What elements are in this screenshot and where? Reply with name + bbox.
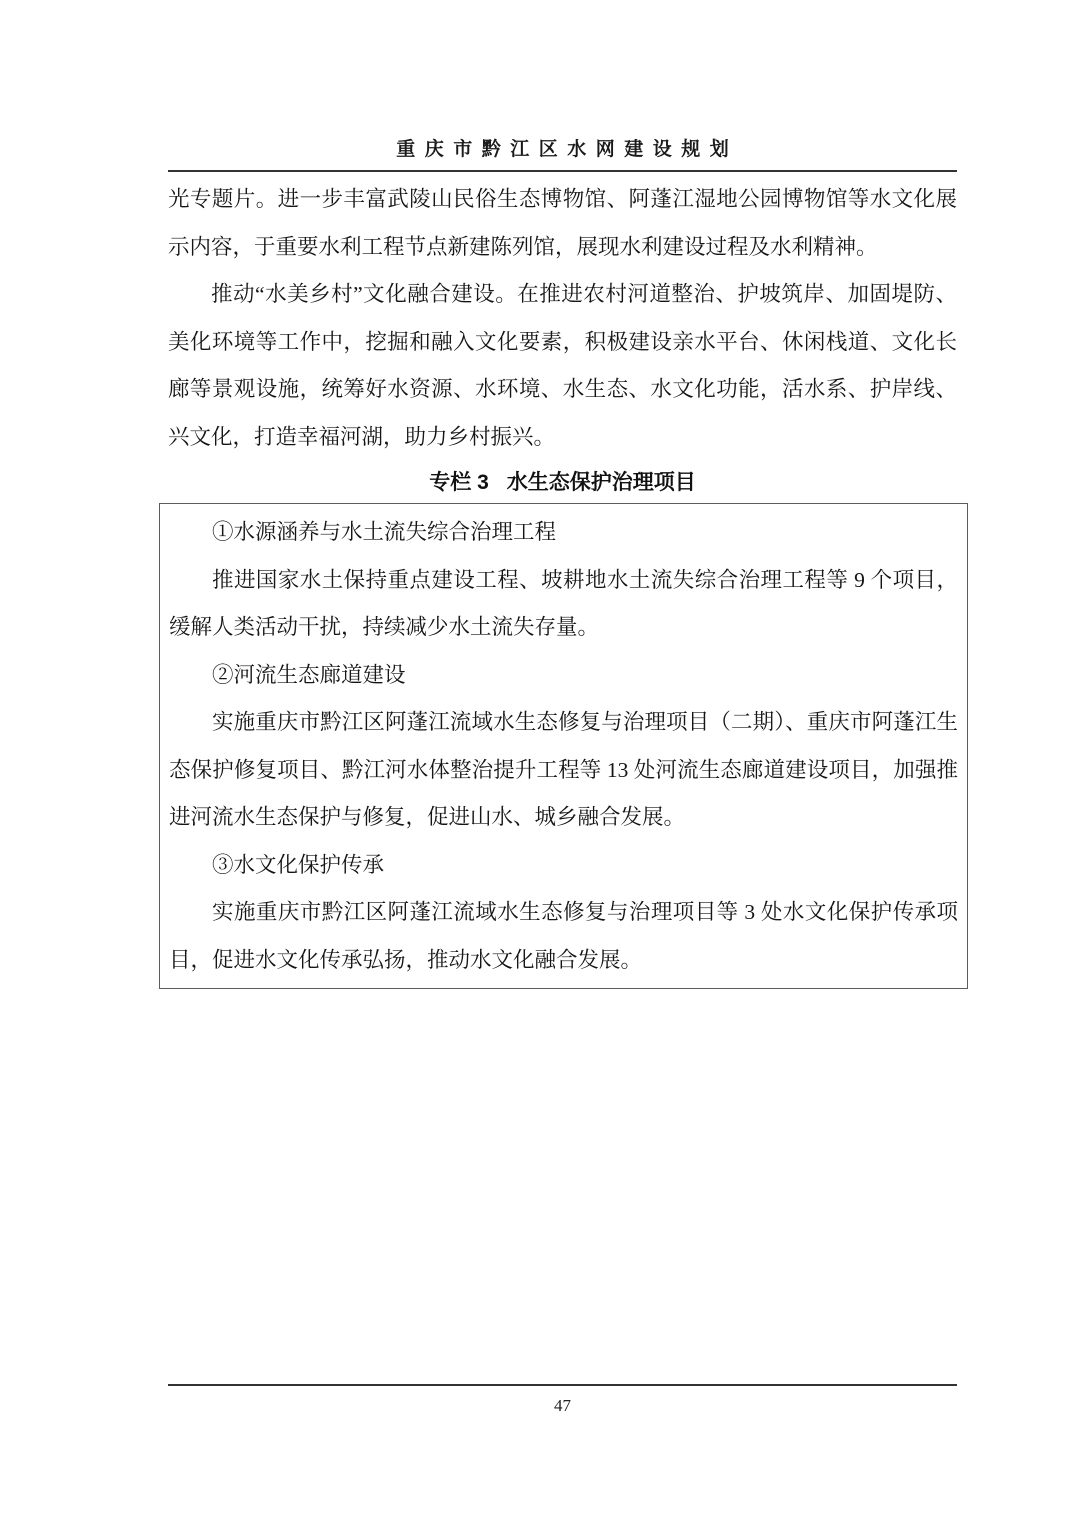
body-paragraph-continuation: 光专题片。进一步丰富武陵山民俗生态博物馆、阿蓬江湿地公园博物馆等水文化展示内容，于重要水利工程节点新建陈列馆，展现水利建设过程及水利精神。 bbox=[168, 187, 957, 259]
panel-item-1-body: 推进国家水土保持重点建设工程、坡耕地水土流失综合治理工程等 9 个项目，缓解人类活动干扰，持续减少水土流失存量。 bbox=[169, 567, 958, 639]
header-divider bbox=[168, 170, 957, 172]
panel-item-1-heading: ①水源涵养与水土流失综合治理工程 bbox=[212, 520, 557, 544]
panel-title: 水生态保护治理项目 bbox=[506, 471, 696, 494]
panel-item-2-body: 实施重庆市黔江区阿蓬江流域水生态修复与治理项目（二期）、重庆市阿蓬江生态保护修复项目、黔江河水体整治提升工程等 13 处河流生态廊道建设项目，加强推进河流水生态保护与修复，促进山水、城乡融合发展。 bbox=[169, 710, 958, 829]
page-body bbox=[168, 176, 957, 989]
panel-item-3-heading: ③水文化保护传承 bbox=[212, 852, 385, 877]
page-header bbox=[168, 0, 957, 172]
panel-heading bbox=[168, 463, 957, 503]
panel-box bbox=[159, 503, 968, 989]
panel-item-3-body: 实施重庆市黔江区阿蓬江流域水生态修复与治理项目等 3 处水文化保护传承项目，促进水文化传承弘扬，推动水文化融合发展。 bbox=[169, 900, 958, 972]
panel-label: 专栏 3 bbox=[429, 471, 489, 494]
panel-item-2-heading: ②河流生态廊道建设 bbox=[212, 662, 406, 687]
page-footer bbox=[168, 1384, 957, 1416]
body-paragraph: 推动“水美乡村”文化融合建设。在推进农村河道整治、护坡筑岸、加固堤防、美化环境等工作中，挖掘和融入文化要素，积极建设亲水平台、休闲栈道、文化长廊等景观设施，统筹好水资源、水环境、水生态、水文化功能，活水系、护岸线、兴文化，打造幸福河湖，助力乡村振兴。 bbox=[168, 282, 957, 449]
footer-divider bbox=[168, 1384, 957, 1386]
document-title: 重庆市黔江区水网建设规划 bbox=[396, 139, 739, 160]
page-number: 47 bbox=[554, 1396, 571, 1415]
